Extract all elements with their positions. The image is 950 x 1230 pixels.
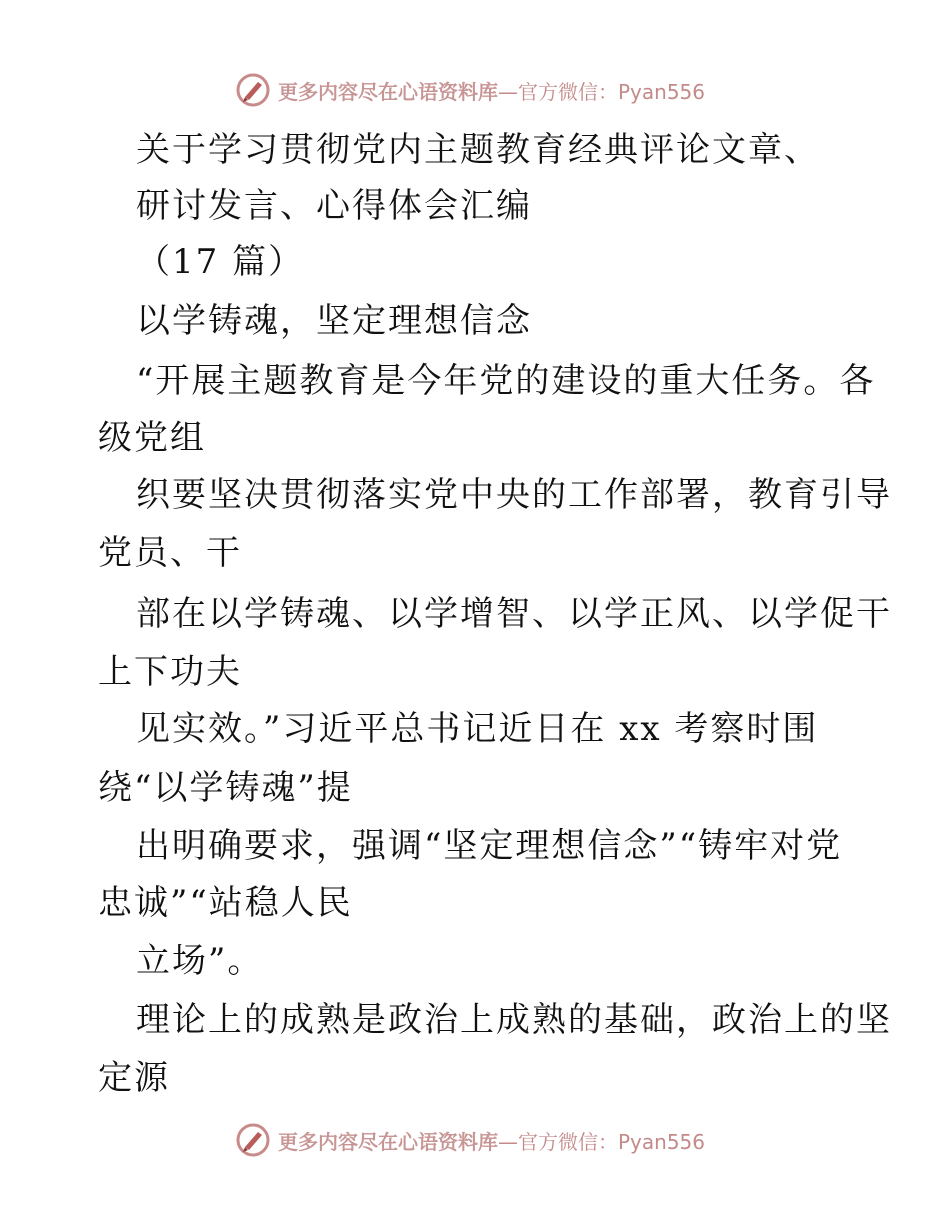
section-heading: 以学铸魂，坚定理想信念 (136, 301, 532, 341)
paragraph-line: 见实效。”习近平总书记近日在 xx 考察时围 (136, 709, 819, 749)
paragraph-line: 织要坚决贯彻落实党中央的工作部署，教育引导 (136, 475, 892, 515)
header-watermark (236, 72, 705, 108)
watermark-tail-text: —官方微信：Pyan556 (498, 79, 706, 104)
paragraph-line: 忠诚”“站稳人民 (98, 883, 353, 923)
watermark-tail-text: —官方微信：Pyan556 (498, 1129, 706, 1154)
footer-watermark (236, 1122, 705, 1158)
paragraph-line: 出明确要求，强调“坚定理想信念”“铸牢对党 (136, 826, 843, 866)
paragraph-line: 定源 (98, 1058, 170, 1098)
title-line-1: 关于学习贯彻党内主题教育经典评论文章、 (136, 130, 820, 170)
title-line-2: 研讨发言、心得体会汇编 (136, 186, 532, 226)
paragraph-line: 上下功夫 (98, 652, 242, 692)
paragraph-line: 部在以学铸魂、以学增智、以学正风、以学促干 (136, 594, 892, 634)
pen-logo-icon (236, 1123, 270, 1157)
title-count: （17 篇） (136, 242, 305, 282)
paragraph-line: 理论上的成熟是政治上成熟的基础，政治上的坚 (136, 1000, 892, 1040)
watermark-lead-text: 更多内容尽在心语资料库 (278, 79, 498, 104)
paragraph-line: “开展主题教育是今年党的建设的重大任务。各 (136, 361, 876, 401)
paragraph-line: 党员、干 (98, 533, 242, 573)
watermark-lead-text: 更多内容尽在心语资料库 (278, 1129, 498, 1154)
paragraph-line: 级党组 (98, 418, 206, 458)
paragraph-line: 立场”。 (136, 941, 264, 981)
pen-logo-icon (236, 73, 270, 107)
paragraph-line: 绕“以学铸魂”提 (98, 768, 353, 808)
